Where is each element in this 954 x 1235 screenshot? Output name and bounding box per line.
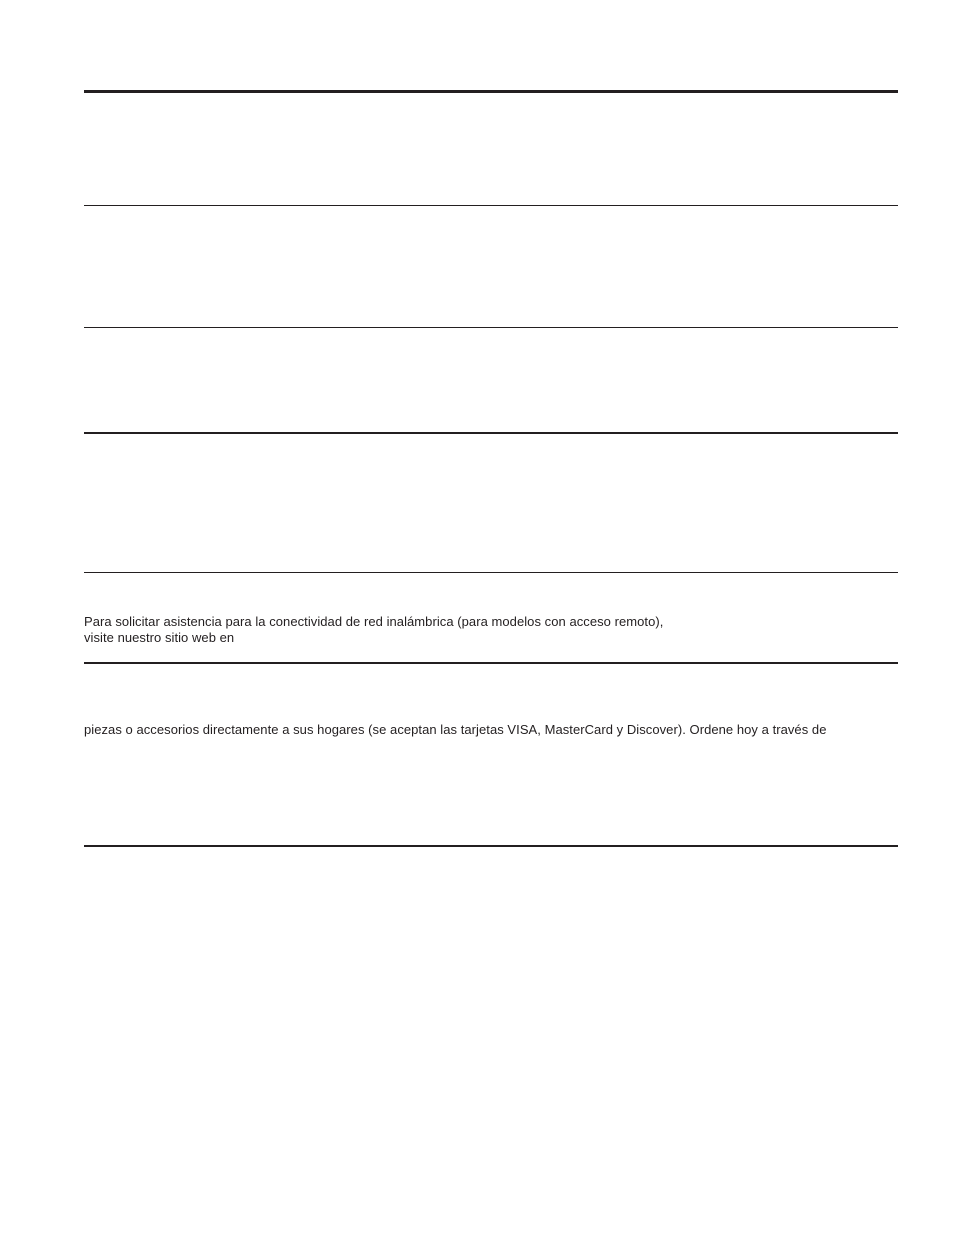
wireless-support-text-line-1: Para solicitar asistencia para la conectividad de red inalámbrica (para modelos con acceso remoto),: [84, 614, 664, 629]
parts-accessories-text-line: piezas o accesorios directamente a sus hogares (se aceptan las tarjetas VISA, MasterCard y Discover). Ordene hoy a través de: [84, 722, 827, 737]
section-divider: [84, 432, 898, 434]
section-divider: [84, 205, 898, 206]
section-divider: [84, 90, 898, 93]
wireless-support-text-line-2: visite nuestro sitio web en: [84, 630, 235, 645]
section-divider: [84, 662, 898, 664]
section-divider: [84, 845, 898, 847]
section-divider: [84, 572, 898, 573]
section-divider: [84, 327, 898, 328]
